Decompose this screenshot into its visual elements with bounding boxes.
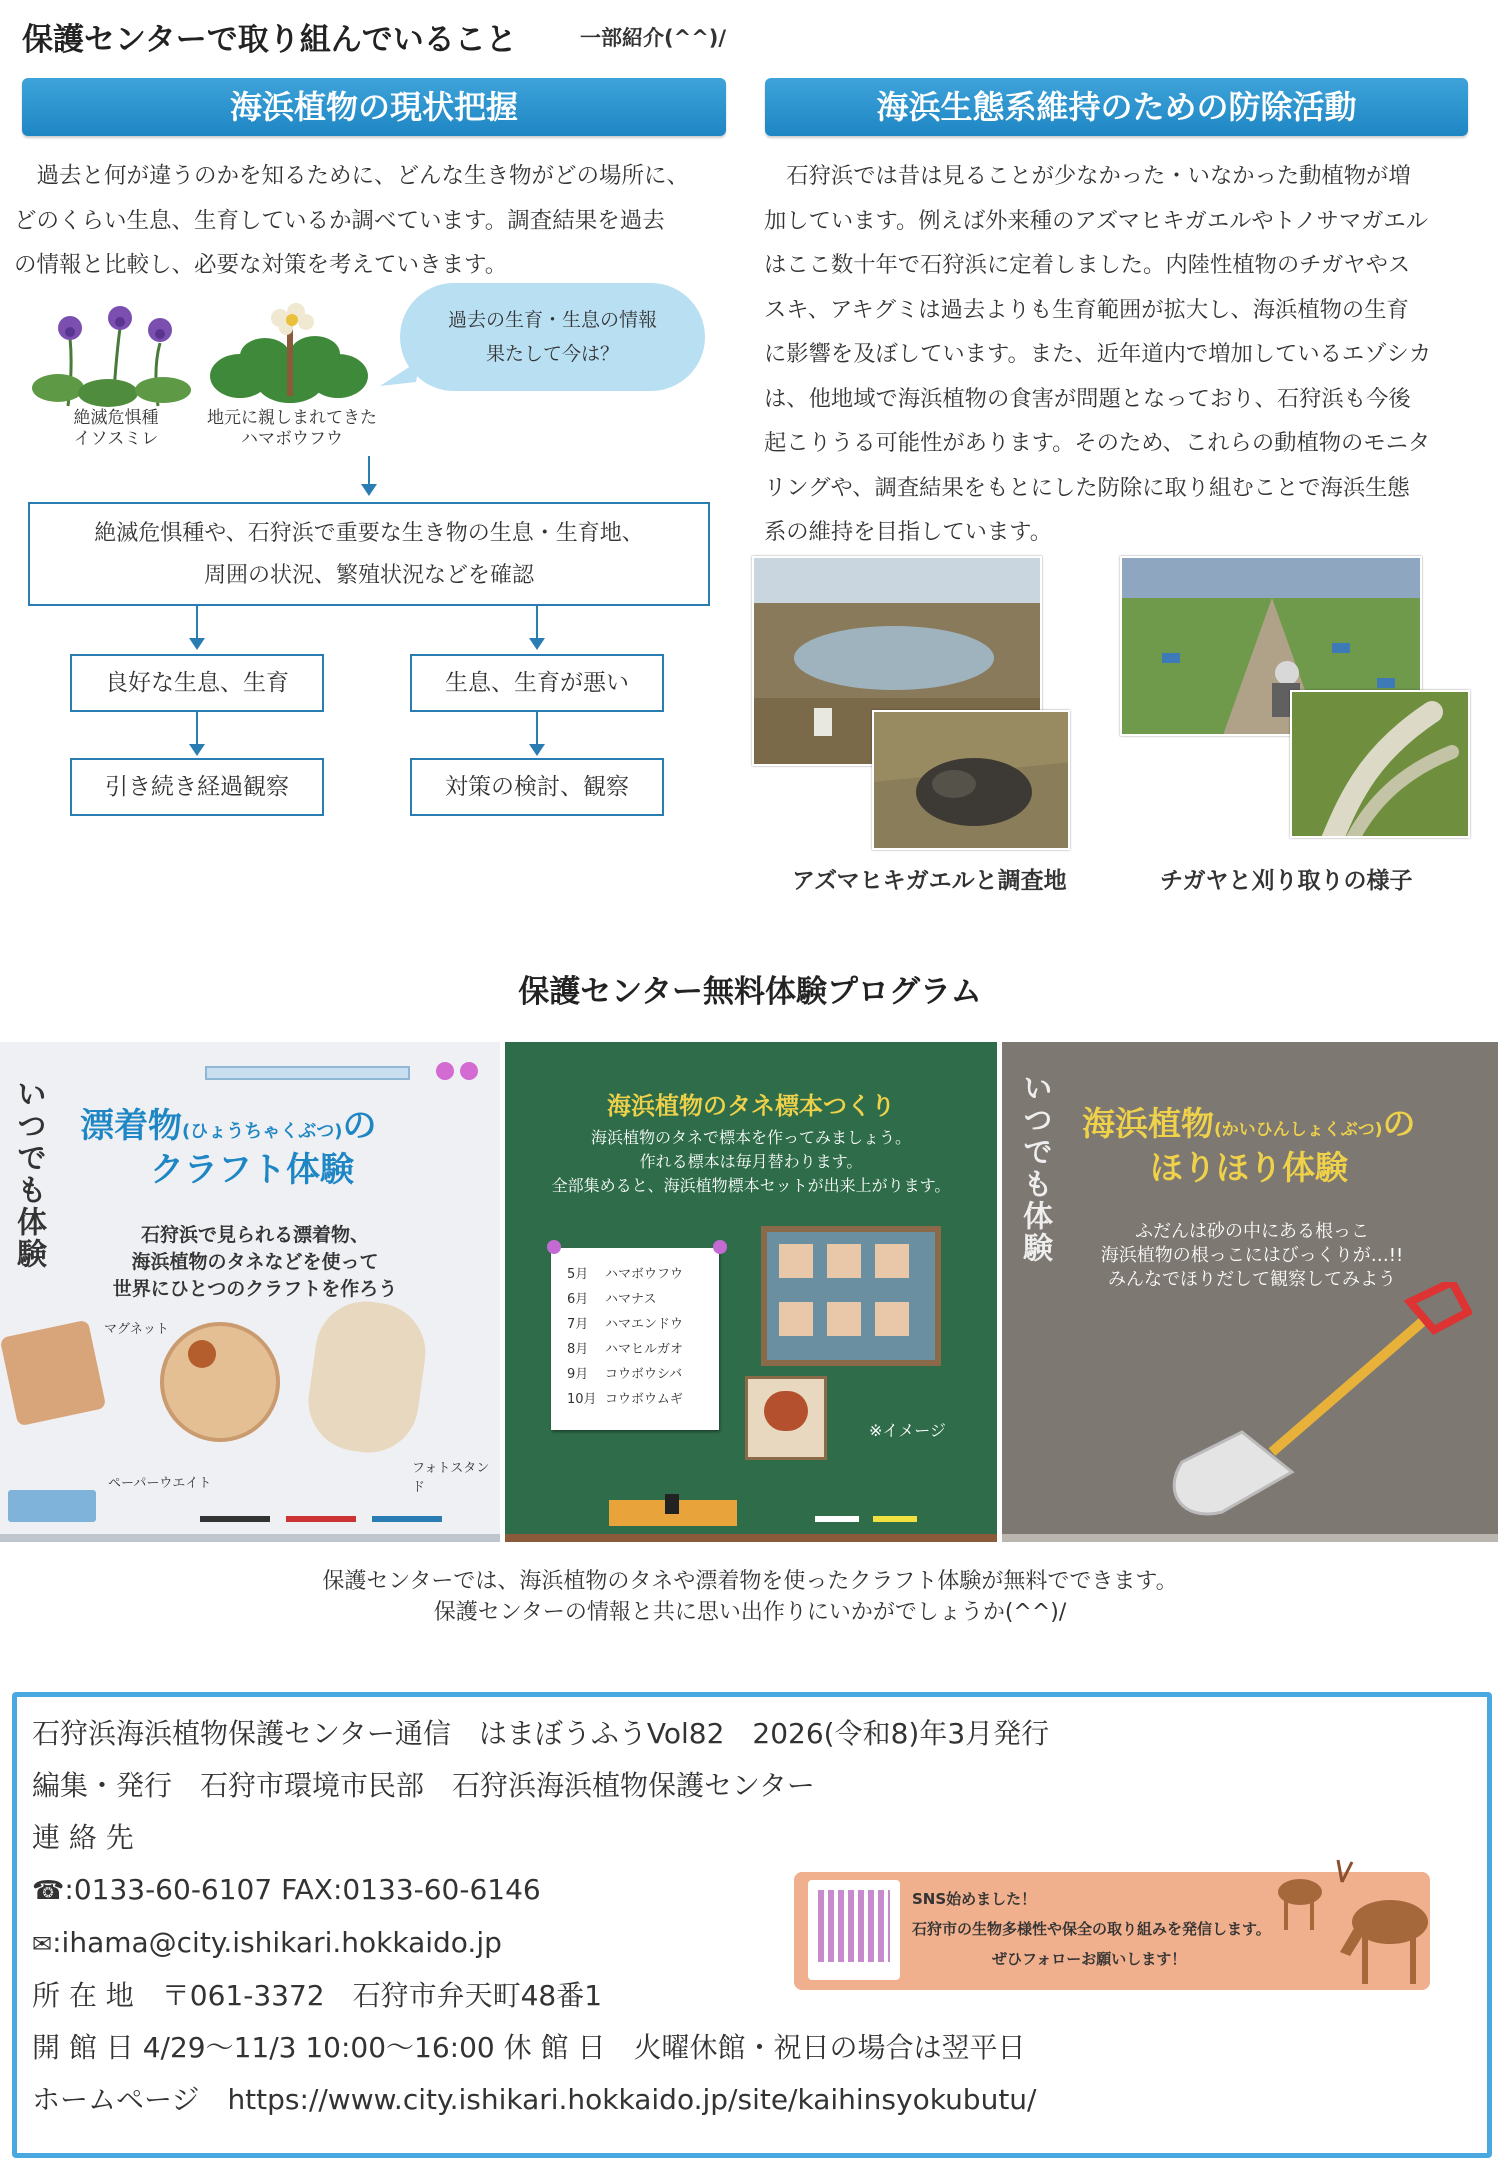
right-paragraph-line: は、他地域で海浜植物の食害が問題となっており、石狩浜も今後	[764, 385, 1411, 412]
flow-arrow	[196, 606, 198, 648]
homepage-line[interactable]: ホームページ https://www.city.ishikari.hokkaido.jp/site/kaihinsyokubutu/	[32, 2083, 1037, 2116]
left-paragraph-line: 過去と何が違うのかを知るために、どんな生き物がどの場所に、	[14, 163, 690, 189]
chalk-decoration	[873, 1516, 917, 1522]
magnet-label: マグネット	[104, 1322, 169, 1337]
page-subtitle: 一部紹介(^^)/	[580, 26, 727, 50]
month-list	[551, 1248, 719, 1430]
month-item: 5月 ハマボウフウ	[567, 1267, 684, 1282]
month-item: 7月 ハマエンドウ	[567, 1317, 684, 1332]
toad-photo	[872, 710, 1070, 850]
eraser-decoration	[8, 1490, 96, 1522]
right-paragraph	[764, 154, 1484, 555]
pen-decoration	[286, 1516, 356, 1522]
email-line: ✉:ihama@city.ishikari.hokkaido.jp	[32, 1926, 502, 1959]
violet-illustration	[28, 298, 198, 408]
right-heading: 海浜生態系維持のための防除活動	[765, 78, 1468, 136]
right-paragraph-line: 石狩浜では昔は見ることが少なかった・いなかった動植物が増	[764, 163, 1411, 189]
flow-box-bad: 生息、生育が悪い	[410, 654, 664, 712]
specimen-frame	[761, 1226, 941, 1366]
craft-description: 石狩浜で見られる漂着物、 海浜植物のタネなどを使って 世界にひとつのクラフトを作ろう	[112, 1224, 398, 1300]
photostand-label: フォトスタンド	[412, 1461, 490, 1495]
pin-decoration	[547, 1240, 561, 1254]
deer-icon	[1270, 1852, 1450, 1992]
right-paragraph-line: 系の維持を目指しています。	[764, 519, 1053, 545]
right-paragraph-line: 起こりうる可能性があります。そのため、これらの動植物のモニタ	[764, 430, 1431, 456]
clip-decoration	[665, 1494, 679, 1514]
page-title: 保護センターで取り組んでいること	[22, 22, 517, 58]
right-paragraph-line: はここ数十年で石狩浜に定着しました。内陸性植物のチガヤやス	[764, 252, 1411, 278]
magnet-item	[0, 1320, 106, 1427]
right-paragraph-line: 加しています。例えば外来種のアズマヒキガエルやトノサマガエル	[764, 207, 1429, 234]
chalk-decoration	[815, 1516, 859, 1522]
month-item: 10月 コウボウムギ	[567, 1392, 683, 1407]
flow-box-main: 絶滅危惧種や、石狩浜で重要な生き物の生息・生育地、 周囲の状況、繁殖状況などを確認	[28, 502, 710, 606]
plant1-label: 絶滅危惧種 イソスミレ	[73, 408, 159, 449]
image-note: ※イメージ	[869, 1421, 946, 1440]
panel-seed-specimen	[505, 1042, 997, 1542]
caption-chigaya: チガヤと刈り取りの様子	[1160, 868, 1413, 894]
left-paragraph-line: どのくらい生息、生育しているか調べています。調査結果を過去	[14, 207, 665, 234]
pen-decoration	[200, 1516, 270, 1522]
chigaya-photo	[1290, 690, 1470, 838]
program-footer: 保護センターでは、海浜植物のタネや漂着物を使ったクラフト体験が無料でできます。 保護センターの情報と共に思い出作りにいかがでしょうか(^^)/	[322, 1569, 1178, 1625]
right-paragraph-line: に影響を及ぼしています。また、近年道内で増加しているエゾシカ	[764, 341, 1432, 367]
seed-title: 海浜植物のタネ標本つくり	[607, 1092, 895, 1120]
flow-box-bad-next: 対策の検討、観察	[410, 758, 664, 816]
shovel-icon	[1152, 1282, 1472, 1522]
plant2-label: 地元に親しまれてきた ハマボウフウ	[207, 408, 377, 449]
phone-icon: ☎	[32, 1876, 65, 1906]
right-paragraph-line: リングや、調査結果をもとにした防除に取り組むことで海浜生態	[764, 474, 1410, 501]
craft-title-b: クラフト体験	[150, 1150, 354, 1190]
flow-arrow	[196, 712, 198, 754]
panel-craft	[0, 1042, 500, 1542]
paperweight-label: ペーパーウエイト	[108, 1476, 212, 1491]
contact-label: 連 絡 先	[32, 1821, 134, 1854]
root-description: ふだんは砂の中にある根っこ 海浜植物の根っこにはびっくりが…!! みんなでほりだして観察してみよう	[1100, 1221, 1404, 1290]
caption-toad: アズマヒキガエルと調査地	[792, 868, 1067, 894]
tape-decoration	[205, 1066, 410, 1080]
root-title-a: 海浜植物(かいひんしょくぶつ)の	[1082, 1104, 1416, 1143]
mail-icon: ✉	[32, 1930, 53, 1958]
publisher-line: 編集・発行 石狩市環境市民部 石狩浜海浜植物保護センター	[32, 1769, 815, 1802]
specimen-sample	[745, 1376, 827, 1460]
info-bubble: 過去の生育・生息の情報 果たして今は？	[400, 283, 705, 391]
craft-title-a: 漂着物(ひょうちゃくぶつ)の	[80, 1106, 377, 1146]
dot-decoration	[436, 1062, 454, 1080]
right-paragraph-line: スキ、アキグミは過去よりも生育範囲が拡大し、海浜植物の生育	[764, 296, 1409, 323]
paperweight-item	[160, 1322, 280, 1442]
always-label: いつでも体験	[1017, 1072, 1052, 1264]
month-item: 9月 コウボウシバ	[567, 1367, 683, 1382]
always-label: いつでも体験	[11, 1078, 46, 1270]
qr-code[interactable]	[808, 1880, 900, 1980]
flow-box-good: 良好な生息、生育	[70, 654, 324, 712]
issue-line: 石狩浜海浜植物保護センター通信 はまぼうふうVol82 2026(令和8)年3月発行	[32, 1717, 1050, 1750]
pen-decoration	[372, 1516, 442, 1522]
phone-line: ☎:0133-60-6107 FAX:0133-60-6146	[32, 1873, 541, 1906]
flow-arrow	[368, 456, 370, 494]
hours-line: 開 館 日 4/29～11/3 10:00～16:00 休 館 日 火曜休館・祝日の場合は翌平日	[32, 2031, 1026, 2064]
seed-decoration	[188, 1340, 216, 1368]
month-item: 8月 ハマヒルガオ	[567, 1342, 684, 1357]
sns-text: SNS始めました！ 石狩市の生物多様性や保全の取り組みを発信します。 ぜひフォローお願いします！	[912, 1890, 1271, 1968]
flow-arrow	[536, 606, 538, 648]
photostand-item	[302, 1295, 432, 1459]
address-line: 所 在 地 〒061-3372 石狩市弁天町48番1	[32, 1979, 603, 2012]
pin-decoration	[713, 1240, 727, 1254]
seed-description: 海浜植物のタネで標本を作ってみましょう。 作れる標本は毎月替わります。 全部集めると、海浜植物標本セットが出来上がります。	[551, 1128, 951, 1195]
program-heading: 保護センター無料体験プログラム	[518, 974, 982, 1010]
month-item: 6月 ハマナス	[567, 1292, 657, 1307]
hamabofu-illustration	[210, 296, 370, 408]
left-paragraph-line: の情報と比較し、必要な対策を考えていきます。	[14, 252, 508, 278]
root-title-b: ほりほり体験	[1150, 1148, 1348, 1187]
flow-box-good-next: 引き続き経過観察	[70, 758, 324, 816]
dot-decoration	[460, 1062, 478, 1080]
panel-root-dig	[1002, 1042, 1498, 1542]
left-heading: 海浜植物の現状把握	[22, 78, 726, 136]
flow-arrow	[536, 712, 538, 754]
left-paragraph	[14, 154, 734, 288]
